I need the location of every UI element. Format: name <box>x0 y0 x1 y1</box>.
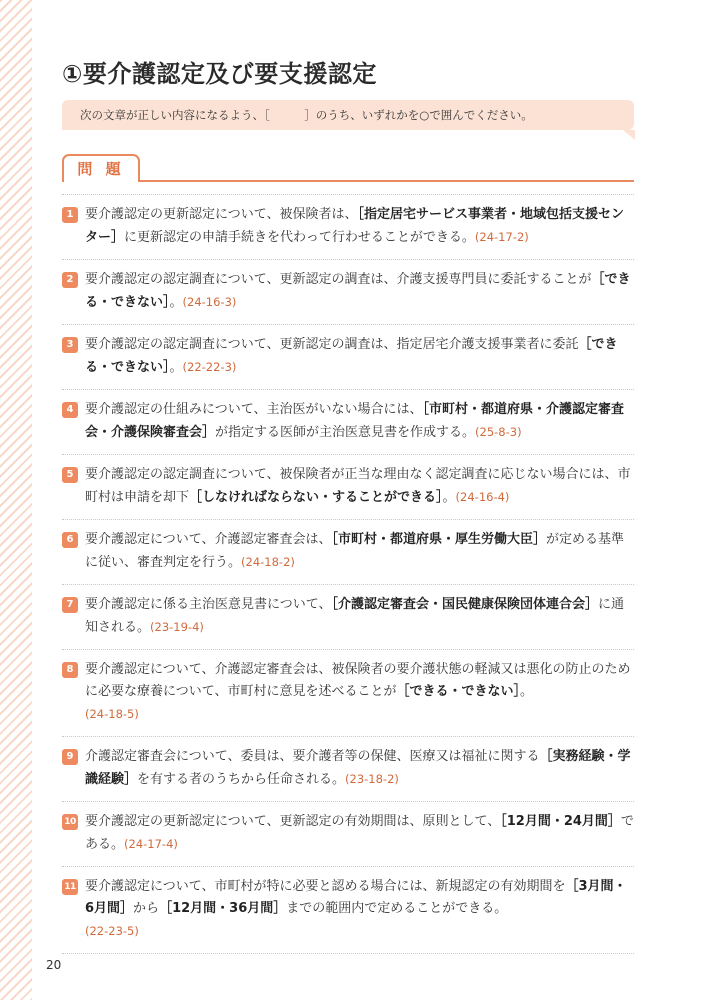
exam-reference: (24-18-5) <box>85 707 139 721</box>
question-number: 7 <box>62 597 78 613</box>
exam-reference: (23-19-4) <box>150 620 204 634</box>
question-number: 11 <box>62 879 78 895</box>
question-text-mid: から <box>133 901 160 916</box>
question-text: 要介護認定の認定調査について、更新認定の調査は、介護支援専門員に委託することが <box>85 272 592 287</box>
question-text-end: 。 <box>169 295 183 310</box>
question-item <box>62 260 634 325</box>
answer-choices[interactable]: ［しなければならない・することができる］ <box>189 490 443 505</box>
exam-reference: (24-17-2) <box>474 230 529 244</box>
answer-choices[interactable]: ［介護認定審査会・国民健康保険団体連合会］ <box>331 597 598 612</box>
exam-reference: (25-8-3) <box>475 425 522 439</box>
question-item <box>62 325 634 390</box>
question-number: 3 <box>62 337 78 353</box>
question-text: 要介護認定の認定調査について、被保険者が正当な理由なく認定調査に応じない場合には、市町村は申請を却下 <box>85 467 631 505</box>
section-label: 問 題 <box>62 154 140 182</box>
question-text: 要介護認定の更新認定について、被保険者は、 <box>85 207 358 222</box>
instruction-banner: 次の文章が正しい内容になるよう、［ ］のうち、いずれかを○で囲んでください。 <box>62 100 634 130</box>
exam-reference: (24-18-2) <box>241 555 295 569</box>
question-item <box>62 194 634 260</box>
question-item <box>62 802 634 867</box>
question-item <box>62 737 634 802</box>
decorative-stripe <box>0 0 32 1000</box>
exam-reference: (23-18-2) <box>345 772 399 786</box>
question-number: 1 <box>62 207 78 223</box>
answer-choices[interactable]: ［市町村・都道府県・介護認定審査会・介護保険審査会］ <box>85 402 624 440</box>
question-item <box>62 867 634 954</box>
question-text: 要介護認定について、介護認定審査会は、被保険者の要介護状態の軽減又は悪化の防止のために必要な療養について、市町村に意見を述べることが <box>85 662 631 699</box>
exam-reference: (22-22-3) <box>182 360 237 374</box>
question-text: 要介護認定の仕組みについて、主治医がいない場合には、 <box>85 402 423 417</box>
answer-choices[interactable]: ［3月間・6月間］ <box>85 879 627 916</box>
exam-reference: (24-16-4) <box>455 490 510 504</box>
exam-reference: (24-17-4) <box>124 837 178 851</box>
section-header <box>62 152 634 182</box>
question-number: 4 <box>62 402 78 418</box>
question-number: 9 <box>62 749 78 765</box>
question-text-end: 。 <box>520 684 534 699</box>
question-text-end: に更新認定の申請手続きを代わって行わせることができる。 <box>124 230 475 245</box>
answer-choices[interactable]: ［市町村・都道府県・厚生労働大臣］ <box>331 532 546 547</box>
exam-reference: (22-23-5) <box>85 924 139 938</box>
question-list <box>62 194 634 954</box>
answer-choices-second[interactable]: ［12月間・36月間］ <box>159 901 287 916</box>
answer-choices[interactable]: ［12月間・24月間］ <box>500 814 621 829</box>
question-item <box>62 650 634 737</box>
question-text: 要介護認定について、市町村が特に必要と認める場合には、新規認定の有効期間を <box>85 879 566 894</box>
answer-choices[interactable]: ［できる・できない］ <box>85 337 618 375</box>
answer-choices[interactable]: ［できる・できない］ <box>396 684 520 699</box>
question-item <box>62 455 634 520</box>
question-text-end: までの範囲内で定めることができる。 <box>286 901 508 916</box>
question-text: 要介護認定の更新認定について、更新認定の有効期間は、原則として、 <box>85 814 501 829</box>
question-text-end: が定める基準に従い、審査判定を行う。 <box>85 532 625 570</box>
question-item <box>62 585 634 650</box>
question-item <box>62 390 634 455</box>
page-number: 20 <box>46 958 62 972</box>
question-number: 10 <box>62 814 78 830</box>
answer-choices[interactable]: ［できる・できない］ <box>85 272 631 310</box>
question-text: 介護認定審査会について、委員は、要介護者等の保健、医療又は福祉に関する <box>85 749 540 764</box>
question-text: 要介護認定について、介護認定審査会は、 <box>85 532 332 547</box>
question-text-end: 。 <box>442 490 456 505</box>
question-text-end: に通知される。 <box>85 597 625 635</box>
question-number: 6 <box>62 532 78 548</box>
question-text-end: を有する者のうちから任命される。 <box>137 772 346 787</box>
question-item <box>62 520 634 585</box>
question-text-end: が指定する医師が主治医意見書を作成する。 <box>215 425 476 440</box>
page-title: ①要介護認定及び要支援認定 <box>62 60 377 88</box>
exam-reference: (24-16-3) <box>182 295 237 309</box>
question-number: 5 <box>62 467 78 483</box>
question-text: 要介護認定に係る主治医意見書について、 <box>85 597 332 612</box>
answer-choices[interactable]: ［実務経験・学識経験］ <box>85 749 631 787</box>
question-text-end: 。 <box>169 360 183 375</box>
question-text: 要介護認定の認定調査について、更新認定の調査は、指定居宅介護支援事業者に委託 <box>85 337 579 352</box>
question-number: 8 <box>62 662 78 678</box>
question-text-end: である。 <box>85 814 634 852</box>
answer-choices[interactable]: ［指定居宅サービス事業者・地域包括支援センター］ <box>85 207 624 245</box>
question-number: 2 <box>62 272 78 288</box>
